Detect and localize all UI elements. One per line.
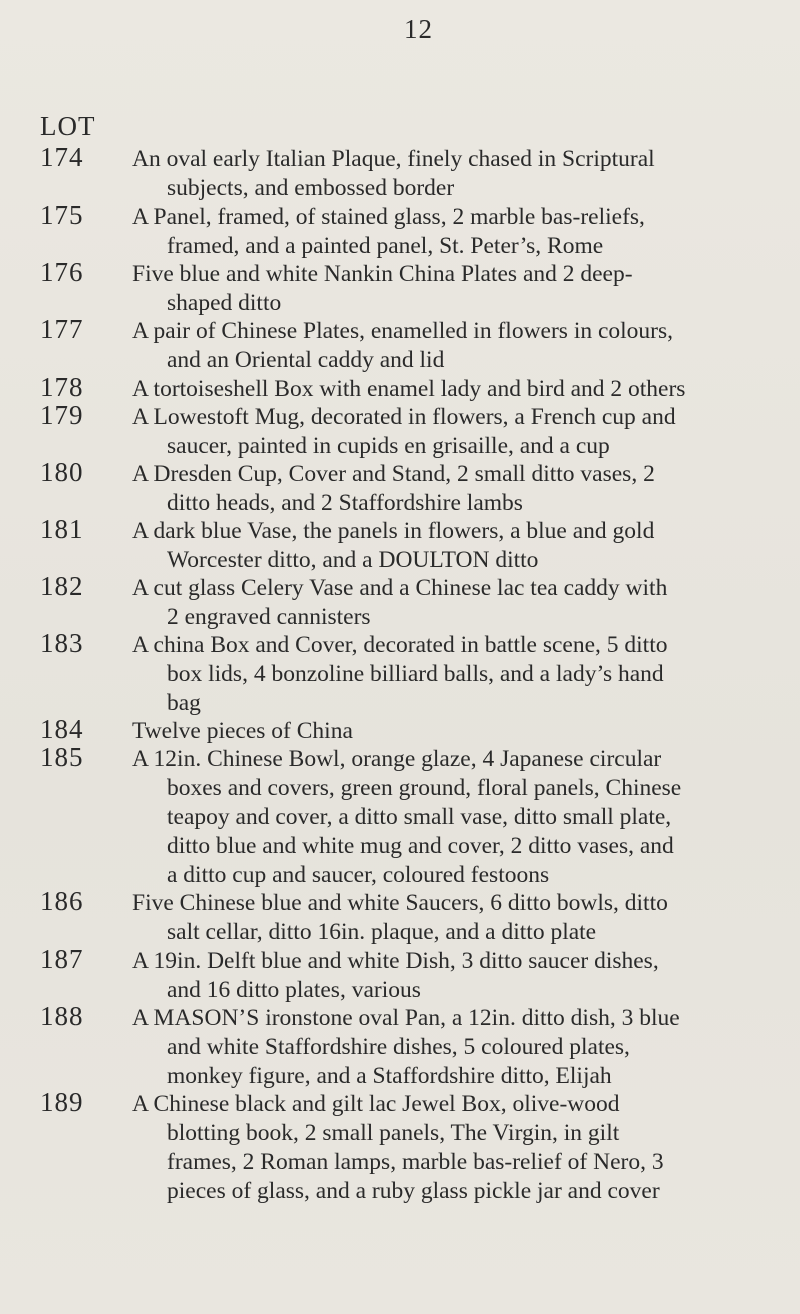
lot-description: [132, 203, 772, 261]
lot-number: 183: [40, 628, 84, 658]
description-line: A cut glass Celery Vase and a Chinese lac tea caddy with: [132, 575, 668, 601]
lot-number: 175: [40, 200, 84, 230]
lot-number: 179: [40, 400, 84, 430]
description-line: blotting book, 2 small panels, The Virgin, in gilt: [167, 1120, 620, 1146]
description-line: A 12in. Chinese Bowl, orange glaze, 4 Japanese circular: [132, 746, 662, 772]
lot-number: 184: [40, 714, 84, 744]
lot-description: [132, 947, 772, 1005]
description-line: A Panel, framed, of stained glass, 2 marble bas-reliefs,: [132, 204, 645, 230]
lot-number: 177: [40, 314, 84, 344]
description-line: subjects, and embossed border: [167, 175, 455, 201]
lot-description: [132, 574, 772, 632]
description-line: pieces of glass, and a ruby glass pickle jar and cover: [167, 1178, 660, 1204]
lot-number: 187: [40, 944, 84, 974]
lot-number: 178: [40, 372, 84, 402]
description-line: A Dresden Cup, Cover and Stand, 2 small ditto vases, 2: [132, 461, 655, 487]
description-line: ditto heads, and 2 Staffordshire lambs: [167, 490, 523, 516]
description-line: 2 engraved cannisters: [167, 604, 371, 630]
description-line: and white Staffordshire dishes, 5 coloured plates,: [167, 1034, 630, 1060]
description-line: and an Oriental caddy and lid: [167, 347, 445, 373]
description-line: box lids, 4 bonzoline billiard balls, and a lady’s hand: [167, 661, 664, 687]
description-line: A china Box and Cover, decorated in battle scene, 5 ditto: [132, 632, 668, 658]
description-line: A 19in. Delft blue and white Dish, 3 ditto saucer dishes,: [132, 948, 659, 974]
lot-number: 176: [40, 257, 84, 287]
lot-description: [132, 631, 772, 718]
lot-description: [132, 717, 772, 746]
description-line: A Lowestoft Mug, decorated in flowers, a French cup and: [132, 404, 676, 430]
lot-description: [132, 889, 772, 947]
lot-number: 188: [40, 1001, 84, 1031]
page-number: 12: [404, 14, 433, 44]
lot-number: 180: [40, 457, 84, 487]
lot-description: [132, 517, 772, 575]
description-line: An oval early Italian Plaque, finely chased in Scriptural: [132, 146, 655, 172]
description-line: frames, 2 Roman lamps, marble bas-relief of Nero, 3: [167, 1149, 664, 1175]
lot-description: [132, 260, 772, 318]
description-line: framed, and a painted panel, St. Peter’s, Rome: [167, 233, 604, 259]
description-line: shaped ditto: [167, 290, 282, 316]
description-line: boxes and covers, green ground, floral panels, Chinese: [167, 775, 682, 801]
lot-number: 189: [40, 1087, 84, 1117]
description-line: A Chinese black and gilt lac Jewel Box, olive-wood: [132, 1091, 620, 1117]
description-line: Worcester ditto, and a DOULTON ditto: [167, 547, 539, 573]
lot-number: 182: [40, 571, 84, 601]
description-line: monkey figure, and a Staffordshire ditto, Elijah: [167, 1063, 612, 1089]
lot-description: [132, 403, 772, 461]
description-line: A dark blue Vase, the panels in flowers, a blue and gold: [132, 518, 655, 544]
lot-number: 186: [40, 886, 84, 916]
description-line: Five Chinese blue and white Saucers, 6 ditto bowls, ditto: [132, 890, 668, 916]
lot-column-heading: LOT: [40, 111, 96, 141]
description-line: saucer, painted in cupids en grisaille, and a cup: [167, 433, 610, 459]
lot-description: [132, 317, 772, 375]
description-line: A MASON’S ironstone oval Pan, a 12in. ditto dish, 3 blue: [132, 1005, 680, 1031]
description-line: bag: [167, 690, 201, 716]
description-line: ditto blue and white mug and cover, 2 ditto vases, and: [167, 833, 674, 859]
description-line: Twelve pieces of China: [132, 718, 353, 744]
description-line: A tortoiseshell Box with enamel lady and bird and 2 others: [132, 376, 686, 402]
lot-description: [132, 375, 772, 404]
description-line: Five blue and white Nankin China Plates and 2 deep-: [132, 261, 633, 287]
lot-number: 181: [40, 514, 84, 544]
lot-description: [132, 745, 772, 890]
lot-description: [132, 1004, 772, 1091]
lot-description: [132, 460, 772, 518]
lot-number: 185: [40, 742, 84, 772]
lot-description: [132, 145, 772, 203]
description-line: teapoy and cover, a ditto small vase, ditto small plate,: [167, 804, 672, 830]
lot-number: 174: [40, 142, 84, 172]
lot-description: [132, 1090, 772, 1206]
description-line: A pair of Chinese Plates, enamelled in flowers in colours,: [132, 318, 674, 344]
description-line: and 16 ditto plates, various: [167, 977, 421, 1003]
description-line: a ditto cup and saucer, coloured festoons: [167, 862, 550, 888]
description-line: salt cellar, ditto 16in. plaque, and a ditto plate: [167, 919, 597, 945]
